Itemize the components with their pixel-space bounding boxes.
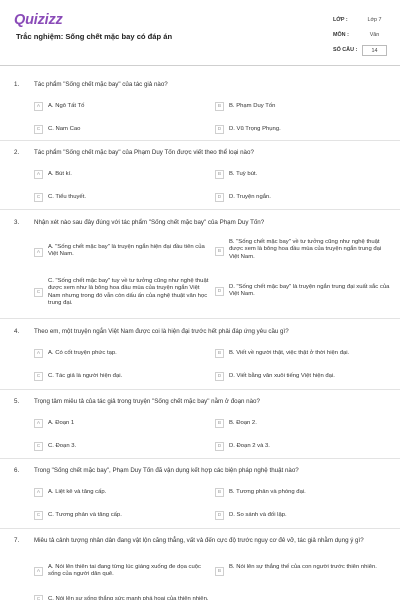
option-text: B. Đoạn 2.	[229, 420, 257, 426]
meta-grade-label: LỚP :	[333, 17, 348, 23]
option-text: B. "Sống chết mặc bay" về tư tưởng cũng như nghệ thuật được xem là bông hoa đầu mùa của truyện ngắn trung đại Việt Nam.	[229, 239, 382, 260]
option-letter-badge: C	[34, 442, 43, 451]
question-text: Theo em, một truyện ngắn Việt Nam được coi là hiện đại trước hết phải đáp ứng yêu cầu gì?	[34, 328, 289, 335]
worksheet-title: Trắc nghiệm: Sống chết mặc bay có đáp án	[16, 32, 173, 41]
option-letter-badge: A	[34, 170, 43, 179]
option-text: A. Đoạn 1	[48, 420, 75, 426]
question-number: 3.	[14, 219, 20, 226]
option-text: D. Đoạn 2 và 3.	[229, 443, 270, 449]
option-text: D. Vũ Trọng Phụng.	[229, 126, 281, 132]
meta-grade-value: Lớp 7	[367, 17, 382, 23]
question-divider	[0, 209, 400, 210]
option-letter-badge: A	[34, 488, 43, 497]
option-letter-badge: A	[34, 419, 43, 428]
option-text: A. Liệt kê và tăng cấp.	[48, 489, 107, 495]
option-letter-badge: C	[34, 193, 43, 202]
option-letter-badge: A	[34, 567, 43, 576]
question-number: 7.	[14, 537, 20, 544]
worksheet-meta	[333, 14, 387, 59]
option-letter-badge: D	[215, 442, 224, 451]
option-letter-badge: C	[34, 372, 43, 381]
option-text: D. Truyện ngắn.	[229, 194, 271, 200]
option-text: B. Tương phản và phóng đại.	[229, 489, 306, 495]
meta-grade	[333, 14, 387, 29]
meta-subject-value: Văn	[369, 32, 380, 38]
meta-subject-label: MÔN :	[333, 32, 349, 38]
question-text: Tác phẩm "Sống chết mặc bay" của Phạm Duy Tốn được viết theo thể loại nào?	[34, 149, 254, 156]
worksheet-header	[0, 0, 400, 66]
option-text: C. "Sống chết mặc bay" tuy về tư tưởng cũng như nghệ thuật được xem như là bông hoa đầu mùa của truyện ngắn Việt Nam nhưng trong đó vẫn còn dấu ấn của nghệ thuật văn học trung đại.	[48, 278, 209, 306]
option-letter-badge: D	[215, 287, 224, 296]
meta-subject	[333, 29, 387, 44]
option-letter-badge: B	[215, 102, 224, 111]
question-divider	[0, 528, 400, 529]
option-text: D. Viết bằng văn xuôi tiếng Việt hiện đại.	[229, 373, 335, 379]
question-number: 2.	[14, 149, 20, 156]
option-text: A. Có cốt truyện phức tạp.	[48, 350, 117, 356]
option-letter-badge: B	[215, 349, 224, 358]
option-text: D. "Sống chết mặc bay" là truyện ngắn trung đại xuất sắc của Việt Nam.	[229, 284, 390, 298]
question-number: 1.	[14, 81, 20, 88]
option-text: B. Tuỳ bút.	[229, 171, 258, 177]
question-divider	[0, 318, 400, 319]
option-text: A. Nói lên thiên tai đang từng lúc giáng xuống đe dọa cuộc sống của người dân quê.	[48, 564, 201, 578]
option-text: C. Nói lên sự sống thắng sức mạnh phá hoại của thiên nhiên.	[48, 596, 209, 600]
question-text: Trọng tâm miêu tả của tác giả trong truyện "Sống chết mặc bay" nằm ở đoạn nào?	[34, 398, 260, 405]
option-letter-badge: D	[215, 193, 224, 202]
option-letter-badge: C	[34, 288, 43, 297]
option-letter-badge: D	[215, 511, 224, 520]
option-letter-badge: C	[34, 511, 43, 520]
option-text: C. Tiểu thuyết.	[48, 194, 86, 200]
option-letter-badge: B	[215, 488, 224, 497]
option-text: B. Nói lên sự thắng thế của con người trước thiên nhiên.	[229, 564, 377, 570]
option-text: A. Bút kí.	[48, 171, 72, 177]
question-text: Miêu tả cảnh tượng nhân dân đang vật lộn căng thẳng, vất vả đến cực độ trước nguy cơ đê vỡ, tác giả nhằm dụng ý gì?	[34, 537, 364, 544]
option-text: B. Phạm Duy Tốn	[229, 103, 276, 109]
question-text: Nhận xét nào sau đây đúng với tác phẩm "Sống chết mặc bay" của Phạm Duy Tốn?	[34, 219, 265, 226]
option-letter-badge: A	[34, 102, 43, 111]
option-letter-badge: A	[34, 349, 43, 358]
option-letter-badge: B	[215, 419, 224, 428]
quizizz-logo: Quizizz	[14, 12, 63, 28]
option-text: A. Ngô Tất Tố	[48, 103, 85, 109]
option-text: A. "Sống chết mặc bay" là truyện ngắn hiện đại đầu tiên của Việt Nam.	[48, 244, 205, 258]
question-number: 4.	[14, 328, 20, 335]
meta-count-value: 14	[362, 45, 387, 56]
option-letter-badge: A	[34, 248, 43, 257]
option-letter-badge: C	[34, 595, 43, 600]
option-text: B. Viết về người thật, việc thật ở thời hiện đại.	[229, 350, 350, 356]
option-text: C. Nam Cao	[48, 126, 81, 132]
option-letter-badge: B	[215, 567, 224, 576]
question-text: Tác phẩm "Sống chết mặc bay" của tác giả nào?	[34, 81, 168, 88]
option-text: C. Đoạn 3.	[48, 443, 77, 449]
meta-question-count	[333, 44, 387, 59]
option-text: D. So sánh và đối lập.	[229, 512, 287, 518]
question-divider	[0, 458, 400, 459]
question-number: 5.	[14, 398, 20, 405]
option-text: C. Tác giả là người hiện đại.	[48, 373, 123, 379]
question-divider	[0, 389, 400, 390]
option-letter-badge: D	[215, 372, 224, 381]
meta-count-label: SỐ CÂU :	[333, 47, 358, 53]
question-divider	[0, 140, 400, 141]
option-text: C. Tương phản và tăng cấp.	[48, 512, 122, 518]
question-number: 6.	[14, 467, 20, 474]
option-letter-badge: B	[215, 247, 224, 256]
option-letter-badge: B	[215, 170, 224, 179]
question-text: Trong "Sống chết mặc bay", Phạm Duy Tốn đã vận dụng kết hợp các biện pháp nghệ thuật nào?	[34, 467, 299, 474]
option-letter-badge: C	[34, 125, 43, 134]
option-letter-badge: D	[215, 125, 224, 134]
